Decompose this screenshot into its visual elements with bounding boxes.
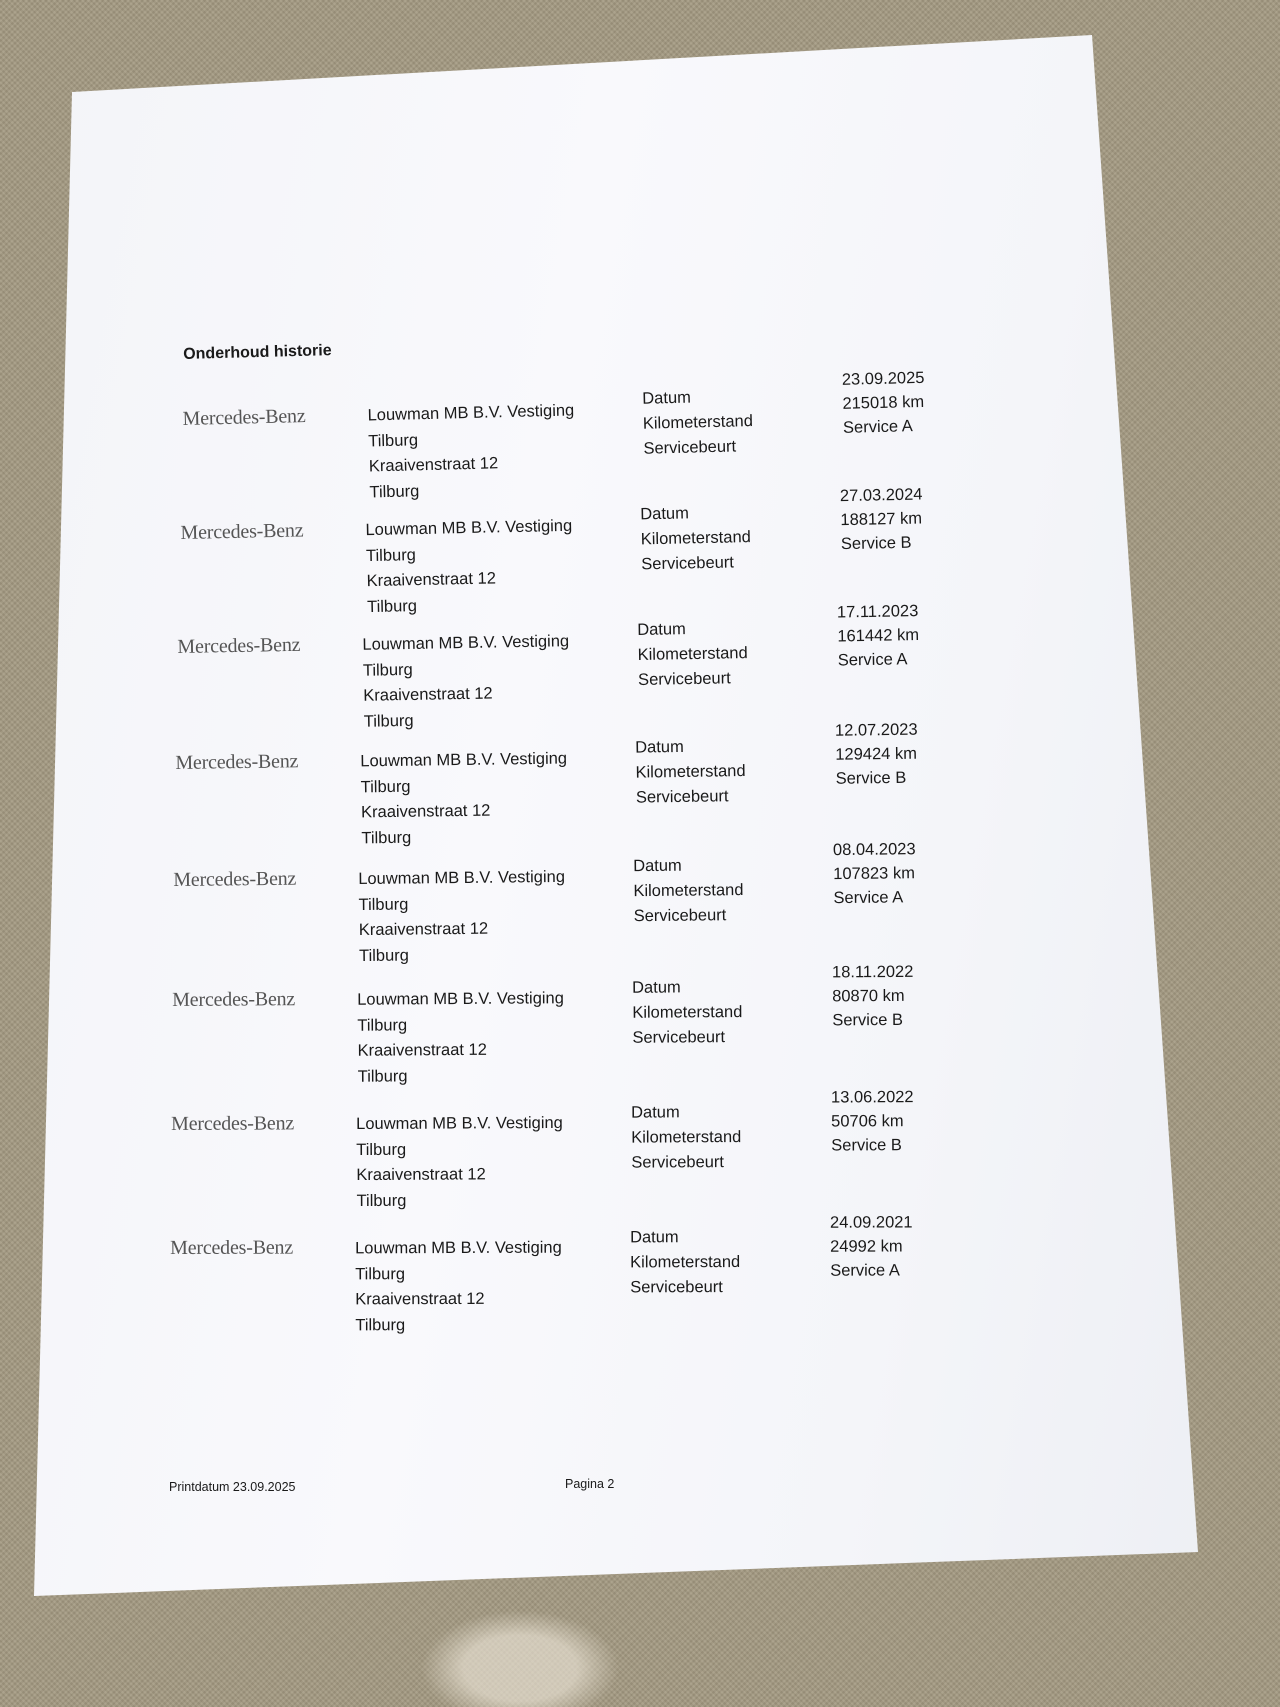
- field-labels: [642, 384, 754, 462]
- dealer-city: Tilburg: [357, 1066, 408, 1086]
- field-values: [837, 599, 920, 672]
- service-date: 17.11.2023: [836, 602, 919, 622]
- dealer-street: Kraaivenstraat 12: [358, 919, 489, 940]
- service-type: Service A: [833, 888, 904, 908]
- service-label: Servicebeurt: [632, 1028, 726, 1047]
- dealer-location: Tilburg: [362, 660, 413, 680]
- mercedes-benz-logo-text: Mercedes-Benz: [172, 988, 296, 1011]
- dealer-name: Louwman MB B.V. Vestiging: [358, 867, 566, 889]
- service-type: Service B: [831, 1136, 902, 1155]
- field-values: [840, 482, 924, 556]
- mileage-label: Kilometerstand: [633, 881, 744, 901]
- field-labels: [640, 500, 752, 577]
- dealer-street: Kraaivenstraat 12: [355, 1289, 485, 1309]
- service-label: Servicebeurt: [630, 1278, 723, 1297]
- dealer-address: [367, 398, 576, 505]
- mileage-label: Kilometerstand: [631, 1128, 742, 1147]
- field-labels: [631, 1100, 741, 1176]
- dealer-city: Tilburg: [358, 946, 409, 965]
- dealer-name: Louwman MB B.V. Vestiging: [355, 1238, 562, 1258]
- dealer-location: Tilburg: [368, 430, 419, 450]
- mileage-label: Kilometerstand: [640, 528, 752, 549]
- service-entry: [175, 720, 1076, 847]
- print-date: Printdatum 23.09.2025: [169, 1480, 296, 1494]
- mileage-value: 129424 km: [835, 744, 918, 764]
- service-date: 24.09.2021: [829, 1213, 913, 1232]
- dealer-name: Louwman MB B.V. Vestiging: [365, 516, 573, 540]
- field-values: [830, 1210, 913, 1282]
- field-values: [833, 837, 916, 910]
- field-values: [842, 366, 926, 440]
- field-labels: [633, 853, 744, 929]
- service-type: Service A: [830, 1261, 900, 1280]
- service-entry: [182, 368, 1084, 503]
- date-label: Datum: [633, 856, 682, 876]
- date-label: Datum: [640, 504, 690, 524]
- service-entry: [170, 1213, 1070, 1334]
- dealer-name: Louwman MB B.V. Vestiging: [357, 989, 564, 1009]
- mercedes-benz-logo-text: Mercedes-Benz: [182, 404, 306, 430]
- dealer-location: Tilburg: [365, 545, 417, 565]
- dealer-street: Kraaivenstraat 12: [360, 801, 491, 822]
- dealer-address: [358, 865, 566, 969]
- page-number: Pagina 2: [565, 1477, 615, 1491]
- field-labels: [635, 734, 746, 811]
- mileage-value: 188127 km: [840, 509, 923, 530]
- field-labels: [630, 1225, 740, 1300]
- dealer-location: Tilburg: [355, 1264, 406, 1283]
- date-label: Datum: [630, 1228, 679, 1247]
- service-date: 27.03.2024: [839, 485, 923, 506]
- mileage-label: Kilometerstand: [637, 644, 748, 664]
- dealer-address: [357, 986, 564, 1089]
- dealer-address: [360, 747, 568, 852]
- dealer-address: [356, 1111, 563, 1214]
- dealer-city: Tilburg: [366, 596, 418, 616]
- mileage-label: Kilometerstand: [635, 762, 746, 782]
- field-labels: [637, 616, 748, 693]
- dealer-street: Kraaivenstraat 12: [356, 1165, 486, 1185]
- mileage-value: 215018 km: [842, 392, 925, 413]
- dealer-name: Louwman MB B.V. Vestiging: [367, 401, 575, 425]
- mileage-value: 24992 km: [830, 1237, 903, 1256]
- mileage-value: 107823 km: [833, 864, 915, 884]
- dealer-location: Tilburg: [360, 777, 411, 796]
- service-date: 18.11.2022: [831, 962, 914, 982]
- service-date: 08.04.2023: [832, 840, 916, 860]
- mileage-label: Kilometerstand: [632, 1003, 743, 1022]
- mercedes-benz-logo-text: Mercedes-Benz: [171, 1112, 295, 1135]
- page-heading: Onderhoud historie: [183, 342, 332, 363]
- mercedes-benz-logo-text: Mercedes-Benz: [180, 519, 304, 544]
- service-entry: [180, 485, 1082, 617]
- mercedes-benz-logo-text: Mercedes-Benz: [170, 1236, 294, 1259]
- service-entry: [177, 602, 1079, 731]
- mileage-label: Kilometerstand: [630, 1253, 741, 1272]
- date-label: Datum: [635, 737, 684, 757]
- dealer-location: Tilburg: [358, 895, 409, 914]
- service-entry: [172, 962, 1073, 1086]
- field-labels: [632, 975, 743, 1051]
- mileage-value: 161442 km: [837, 626, 920, 646]
- service-type: Service B: [840, 533, 912, 554]
- dealer-address: [365, 514, 574, 620]
- dealer-address: [355, 1236, 562, 1339]
- service-entry: [171, 1088, 1072, 1210]
- service-entry: [173, 840, 1074, 965]
- service-date: 23.09.2025: [841, 368, 925, 389]
- mileage-value: 50706 km: [831, 1112, 904, 1131]
- field-values: [831, 1085, 914, 1157]
- service-label: Servicebeurt: [631, 1153, 725, 1172]
- service-label: Servicebeurt: [643, 437, 737, 458]
- dealer-city: Tilburg: [363, 711, 414, 731]
- dealer-city: Tilburg: [369, 481, 420, 501]
- dealer-name: Louwman MB B.V. Vestiging: [360, 749, 568, 771]
- dealer-name: Louwman MB B.V. Vestiging: [356, 1113, 563, 1134]
- mileage-label: Kilometerstand: [642, 412, 754, 433]
- service-type: Service B: [832, 1010, 904, 1030]
- dealer-address: [362, 629, 570, 735]
- date-label: Datum: [632, 978, 681, 997]
- mercedes-benz-logo-text: Mercedes-Benz: [177, 633, 301, 658]
- dealer-name: Louwman MB B.V. Vestiging: [362, 632, 570, 654]
- service-label: Servicebeurt: [635, 787, 729, 807]
- service-label: Servicebeurt: [633, 906, 727, 926]
- service-date: 12.07.2023: [834, 720, 918, 740]
- date-label: Datum: [631, 1103, 680, 1122]
- mercedes-benz-logo-text: Mercedes-Benz: [175, 750, 299, 774]
- dealer-street: Kraaivenstraat 12: [366, 569, 497, 591]
- date-label: Datum: [637, 620, 686, 639]
- service-type: Service A: [837, 650, 908, 670]
- dealer-city: Tilburg: [355, 1315, 406, 1334]
- field-values: [835, 718, 919, 791]
- dealer-location: Tilburg: [357, 1015, 408, 1035]
- dealer-street: Kraaivenstraat 12: [357, 1040, 487, 1060]
- date-label: Datum: [642, 388, 692, 408]
- field-values: [832, 960, 914, 1033]
- service-label: Servicebeurt: [637, 669, 731, 689]
- mileage-value: 80870 km: [832, 986, 905, 1006]
- dealer-location: Tilburg: [356, 1140, 407, 1159]
- service-date: 13.06.2022: [830, 1088, 914, 1107]
- dealer-city: Tilburg: [361, 828, 412, 847]
- mercedes-benz-logo-text: Mercedes-Benz: [173, 867, 297, 891]
- dealer-city: Tilburg: [356, 1191, 407, 1210]
- service-type: Service A: [842, 417, 913, 437]
- dealer-street: Kraaivenstraat 12: [368, 454, 499, 476]
- dealer-street: Kraaivenstraat 12: [363, 684, 493, 705]
- service-label: Servicebeurt: [641, 553, 735, 574]
- service-type: Service B: [835, 768, 907, 788]
